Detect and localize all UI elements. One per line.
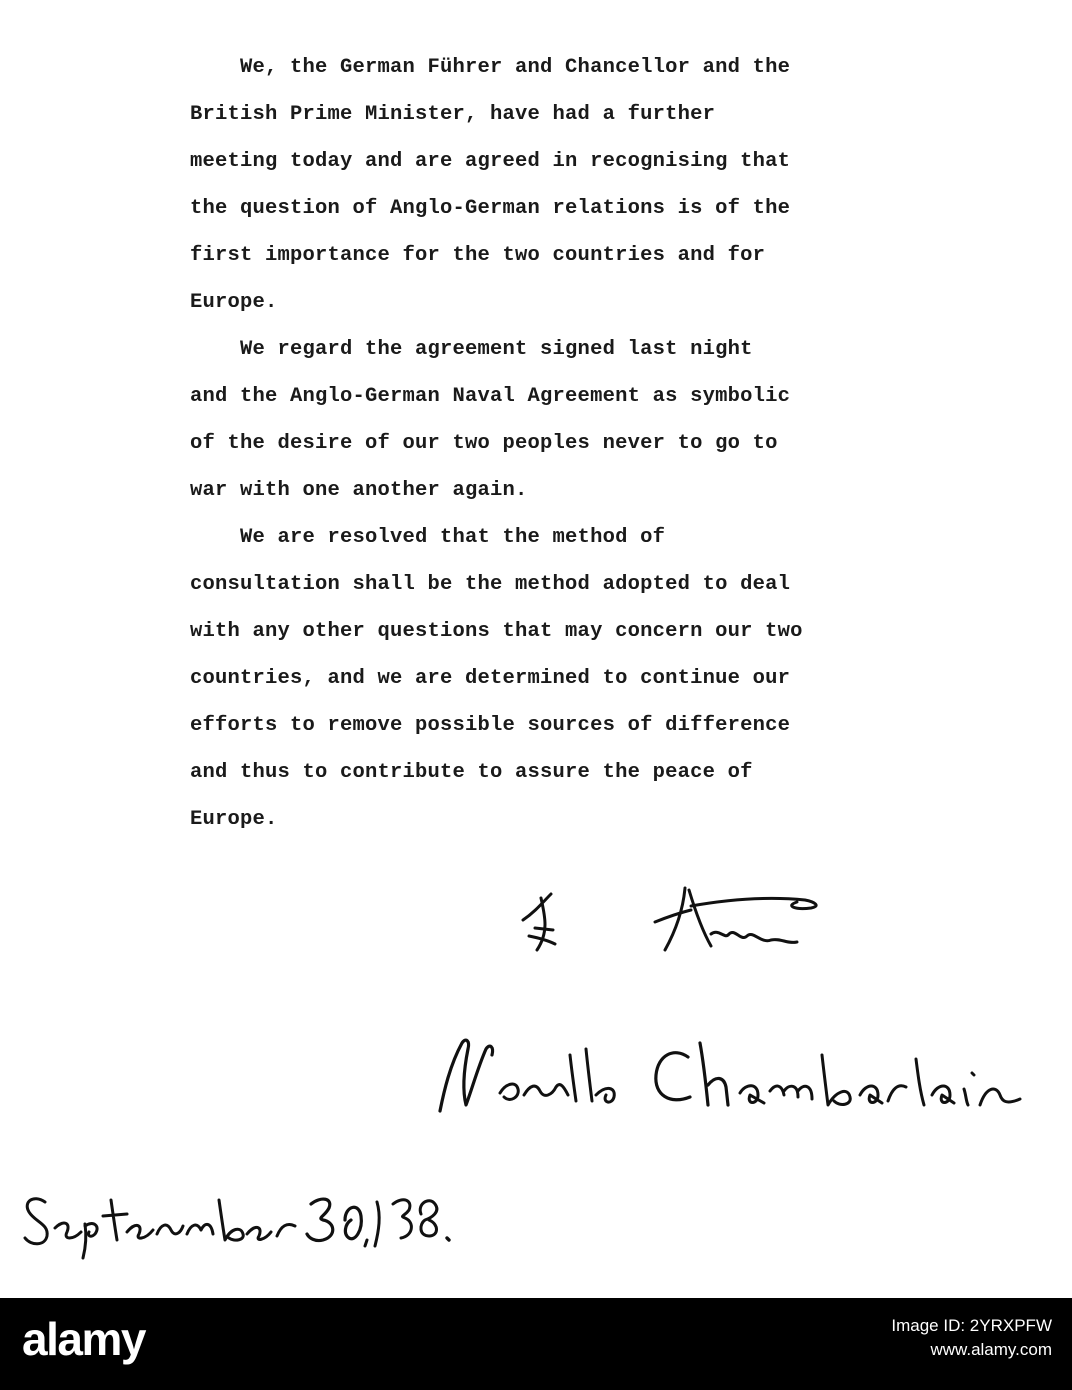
text-line: British Prime Minister, have had a further xyxy=(190,103,716,126)
text-line: Europe. xyxy=(190,291,278,314)
text-line: and thus to contribute to assure the peace of xyxy=(190,761,753,784)
text-line: the question of Anglo-German relations is of the xyxy=(190,197,791,220)
alamy-logo: alamy xyxy=(22,1313,145,1365)
image-id-block xyxy=(891,1314,1052,1362)
text-line: consultation shall be the method adopted to deal xyxy=(190,573,791,596)
text-line: meeting today and are agreed in recognising that xyxy=(190,150,791,173)
text-line: with any other questions that may concern our two xyxy=(190,620,803,643)
site-url: www.alamy.com xyxy=(930,1340,1052,1359)
watermark-footer xyxy=(0,1298,1072,1390)
text-line: countries, and we are determined to continue our xyxy=(190,667,791,690)
text-line: We, the German Führer and Chancellor and the xyxy=(190,56,791,79)
text-line: and the Anglo-German Naval Agreement as symbolic xyxy=(190,385,791,408)
text-line: war with one another again. xyxy=(190,479,528,502)
chamberlain-signature xyxy=(420,1025,1050,1125)
hitler-signature xyxy=(515,880,835,970)
text-line: of the desire of our two peoples never to go to xyxy=(190,432,778,455)
text-line: We regard the agreement signed last night xyxy=(190,338,753,361)
handwritten-date xyxy=(15,1180,455,1260)
text-line: efforts to remove possible sources of difference xyxy=(190,714,791,737)
image-id-label: Image ID: 2YRXPFW xyxy=(891,1316,1052,1335)
text-line: Europe. xyxy=(190,808,278,831)
text-line: We are resolved that the method of xyxy=(190,526,666,549)
text-line: first importance for the two countries and for xyxy=(190,244,766,267)
